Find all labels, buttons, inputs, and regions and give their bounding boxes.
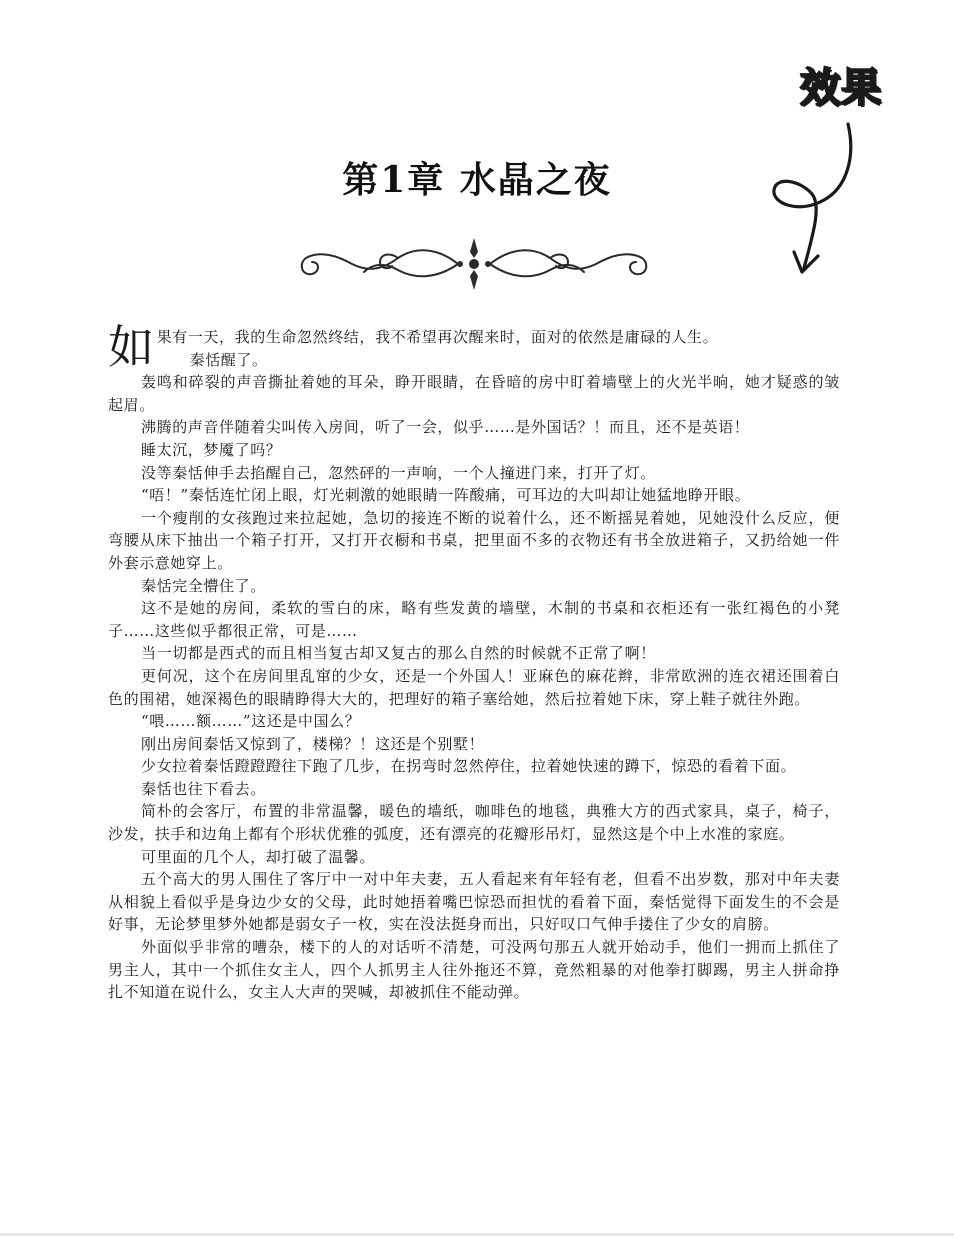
- paragraph: 轰鸣和碎裂的声音撕扯着她的耳朵，睁开眼睛，在昏暗的房中盯着墙壁上的火光半晌，她才疑惑的皱起眉。: [108, 373, 840, 414]
- paragraph: 秦恬醒了。: [189, 350, 268, 369]
- paragraph: 没等秦恬伸手去掐醒自己，忽然砰的一声响，一个人撞进门来，打开了灯。: [141, 463, 656, 482]
- paragraph: 刚出房间秦恬又惊到了，楼梯？！这还是个别墅！: [141, 734, 485, 753]
- paragraph: 当一切都是西式的而且相当复古却又复古的那么自然的时候就不正常了啊！: [141, 644, 656, 663]
- paragraph: 秦恬完全懵住了。: [141, 576, 266, 595]
- paragraph: 可里面的几个人，却打破了温馨。: [141, 847, 376, 866]
- paragraph: 睡太沉，梦魇了吗？: [141, 440, 282, 459]
- paragraph: 简朴的会客厅，布置的非常温馨，暖色的墙纸，咖啡色的地毯，典雅大方的西式家具，桌子，椅子，沙发，扶手和边角上都有个形状优雅的弧度，还有漂亮的花瓣形吊灯，显然这是个中上水准的家庭。: [108, 802, 840, 844]
- paragraph: “唔！”秦恬连忙闭上眼，灯光刺激的她眼睛一阵酸痛，可耳边的大叫却让她猛地睁开眼。: [141, 486, 751, 505]
- paragraph: 这不是她的房间，柔软的雪白的床，略有些发黄的墙壁，木制的书桌和衣柜还有一张红褐色的小凳子……这些似乎都很正常，可是……: [108, 599, 840, 640]
- paragraph: 沸腾的声音伴随着尖叫传入房间，听了一会，似乎……是外国话？！而且，还不是英语！: [141, 418, 750, 437]
- paragraph: 五个高大的男人围住了客厅中一对中年夫妻，五人看起来有年轻有老，但看不出岁数，那对中年夫妻从相貌上看似乎是身边少女的父母，此时她捂着嘴巴惊恐而担忧的看着下面，秦恬觉得下面发生的不会是好事，无论梦里梦外她都是弱女子一枚，实在没法挺身而出，只好叹口气伸手搂住了少女的肩膀。: [108, 870, 840, 934]
- chapter-body: [108, 320, 840, 1004]
- paragraph: “喂……额……”这还是中国么？: [141, 712, 361, 731]
- paragraph: 少女拉着秦恬蹬蹬蹬往下跑了几步，在拐弯时忽然停住，拉着她快速的蹲下，惊恐的看着下面。: [141, 757, 797, 776]
- chapter-title: 第1章 水晶之夜: [342, 159, 612, 201]
- paragraph: 秦恬也往下看去。: [141, 779, 266, 798]
- flourish-divider-icon: [298, 228, 650, 298]
- drop-cap: 如: [108, 320, 155, 374]
- paragraph: 一个瘦削的女孩跑过来拉起她，急切的接连不断的说着什么，还不断摇晃着她，见她没什么反应，便弯腰从床下抽出一个箱子打开，又打开衣橱和书桌，把里面不多的衣物还有书全放进箱子，又扔给她一件外套示意她穿上。: [108, 508, 840, 572]
- effect-badge: 效果: [800, 65, 882, 111]
- hand-drawn-arrow-icon: [760, 118, 860, 288]
- paragraph: 外面似乎非常的嘈杂，楼下的人的对话听不清楚，可没两句那五人就开始动手，他们一拥而上抓住了男主人，其中一个抓住女主人，四个人抓男主人往外拖还不算，竟然粗暴的对他拳打脚踢，男主人拼命挣扎不知道在说什么，女主人大声的哭喊，却被抓住不能动弹。: [108, 938, 840, 1002]
- opening-line: 果有一天，我的生命忽然终结，我不希望再次醒来时，面对的依然是庸碌的人生。: [156, 328, 719, 346]
- paragraph: 更何况，这个在房间里乱窜的少女，还是一个外国人！亚麻色的麻花辫，非常欧洲的连衣裙还围着白色的围裙，她深褐色的眼睛睁得大大的，把理好的箱子塞给她，然后拉着她下床，穿上鞋子就往外跑。: [108, 666, 840, 708]
